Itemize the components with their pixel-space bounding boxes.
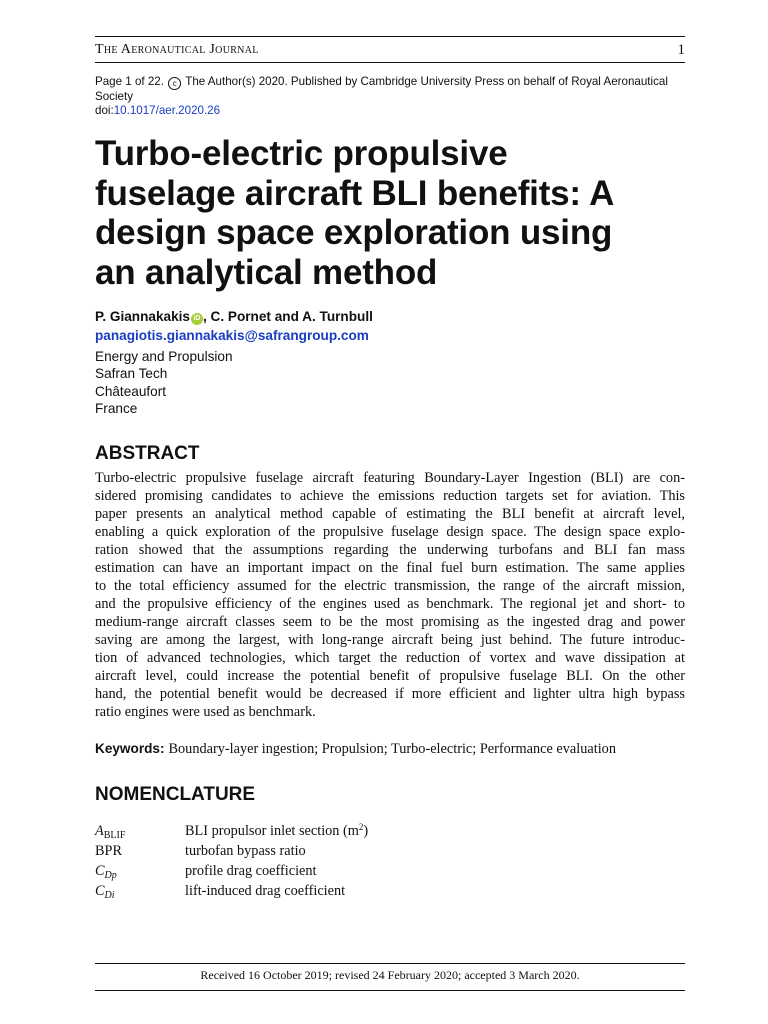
abstract-line: ratio engines were used as benchmark. <box>95 704 316 721</box>
symbol-letter: C <box>95 863 105 879</box>
abstract-line: aircraft level, could increase the potential benefit of propulsive fuselage BLI. On the other <box>95 668 685 685</box>
nomenclature-definition <box>185 881 345 901</box>
abstract-line: and the propulsive efficiency of the engines used as benchmark. The regional jet and short- to <box>95 596 685 613</box>
nomenclature-item <box>95 861 685 881</box>
definition-superscript: 2 <box>358 822 364 832</box>
abstract-line: enabling a quick exploration of the propulsive fuselage design space. The design space explo- <box>95 524 685 541</box>
definition-text: BLI propulsor inlet section (m <box>185 823 359 839</box>
nomenclature-item <box>95 881 685 901</box>
orcid-icon[interactable]: iD <box>191 313 203 325</box>
publication-info <box>95 75 685 105</box>
doi <box>95 104 220 117</box>
nomenclature-symbol <box>95 881 115 906</box>
abstract-line: paper presents an analytical method capable of estimating the BLI benefit at aircraft level, <box>95 506 685 523</box>
definition-suffix: ) <box>363 823 369 839</box>
abstract-line: saving are among the largest, with long-range aircraft being just behind. The future introduc- <box>95 632 685 649</box>
symbol-letter: BPR <box>95 843 123 859</box>
title-line: an analytical method <box>95 252 438 292</box>
abstract-line: estimation can have an important impact on the final fuel burn estimation. The same applies <box>95 560 685 577</box>
paper-title <box>95 134 695 292</box>
symbol-subscript: Di <box>104 890 115 901</box>
abstract-line: to the total efficiency assumed for the electric transmission, the range of the aircraft mission, <box>95 578 685 595</box>
abstract-body <box>95 469 685 721</box>
affiliation-line: Energy and Propulsion <box>95 349 233 364</box>
title-line: fuselage aircraft BLI benefits: A <box>95 173 615 213</box>
title-line: Turbo-electric propulsive <box>95 134 508 173</box>
doi-label: doi: <box>95 104 114 117</box>
author-list <box>95 309 373 325</box>
keywords-text: Boundary-layer ingestion; Propulsion; Turbo-electric; Performance evaluation <box>168 741 616 757</box>
keywords <box>95 740 616 758</box>
affiliation-line: France <box>95 400 138 416</box>
definition-text: lift-induced drag coefficient <box>185 883 346 899</box>
copyright-text: The Author(s) 2020. Published by Cambridge University Press on behalf of Royal Aeronautical Society <box>95 75 668 103</box>
abstract-heading: ABSTRACT <box>95 443 200 464</box>
affiliation-line: Safran Tech <box>95 366 168 382</box>
nomenclature-list <box>95 821 685 901</box>
other-authors: , C. Pornet and A. Turnbull <box>202 309 373 324</box>
nomenclature-definition <box>185 821 368 841</box>
running-head <box>95 42 685 63</box>
abstract-line: hand, the potential benefit would be decreased if more efficient and lighter ultra high bypass <box>95 686 685 703</box>
abstract-line: tion of advanced technologies, which target the reduction of vortex and wave dissipation at <box>95 650 685 667</box>
abstract-line: sidered promising candidates to achieve the emissions reduction targets set for aviation. This <box>95 488 685 505</box>
nomenclature-definition <box>185 861 317 881</box>
keywords-label: Keywords: <box>95 741 165 756</box>
received-dates: Received 16 October 2019; revised 24 February 2020; accepted 3 March 2020. <box>200 968 580 982</box>
definition-text: profile drag coefficient <box>185 863 317 879</box>
nomenclature-definition <box>185 841 306 861</box>
footer-rule-bottom <box>95 990 685 991</box>
definition-text: turbofan bypass ratio <box>185 843 306 859</box>
page-number: 1 <box>677 42 685 58</box>
author-email[interactable]: panagiotis.giannakakis@safrangroup.com <box>95 328 369 343</box>
footer-rule-top <box>95 963 685 964</box>
nomenclature-symbol <box>95 841 122 861</box>
journal-name: The Aeronautical Journal <box>95 42 259 57</box>
first-author: P. Giannakakis <box>95 309 190 324</box>
copyright-icon: c <box>168 77 181 90</box>
symbol-letter: C <box>95 883 105 899</box>
symbol-subscript: Dp <box>104 870 117 881</box>
nomenclature-heading: NOMENCLATURE <box>95 784 256 805</box>
top-rule <box>95 36 685 37</box>
abstract-line: medium-range aircraft classes seem to be the most promising as the ingested drag and power <box>95 614 685 631</box>
nomenclature-item <box>95 821 685 841</box>
affiliation-line: Châteaufort <box>95 383 167 399</box>
symbol-letter: A <box>95 823 104 839</box>
doi-link[interactable]: 10.1017/aer.2020.26 <box>113 104 221 117</box>
title-line: design space exploration using <box>95 213 613 252</box>
abstract-line: Turbo-electric propulsive fuselage aircraft featuring Boundary-Layer Ingestion (BLI) are con- <box>95 470 685 486</box>
affiliation <box>95 348 233 417</box>
abstract-line: ration showed that the assumptions regarding the underwing turbofans and BLI fan mass <box>95 542 685 559</box>
symbol-subscript: BLIF <box>103 830 126 841</box>
nomenclature-item <box>95 841 685 861</box>
page-info: Page 1 of 22. <box>95 75 164 88</box>
